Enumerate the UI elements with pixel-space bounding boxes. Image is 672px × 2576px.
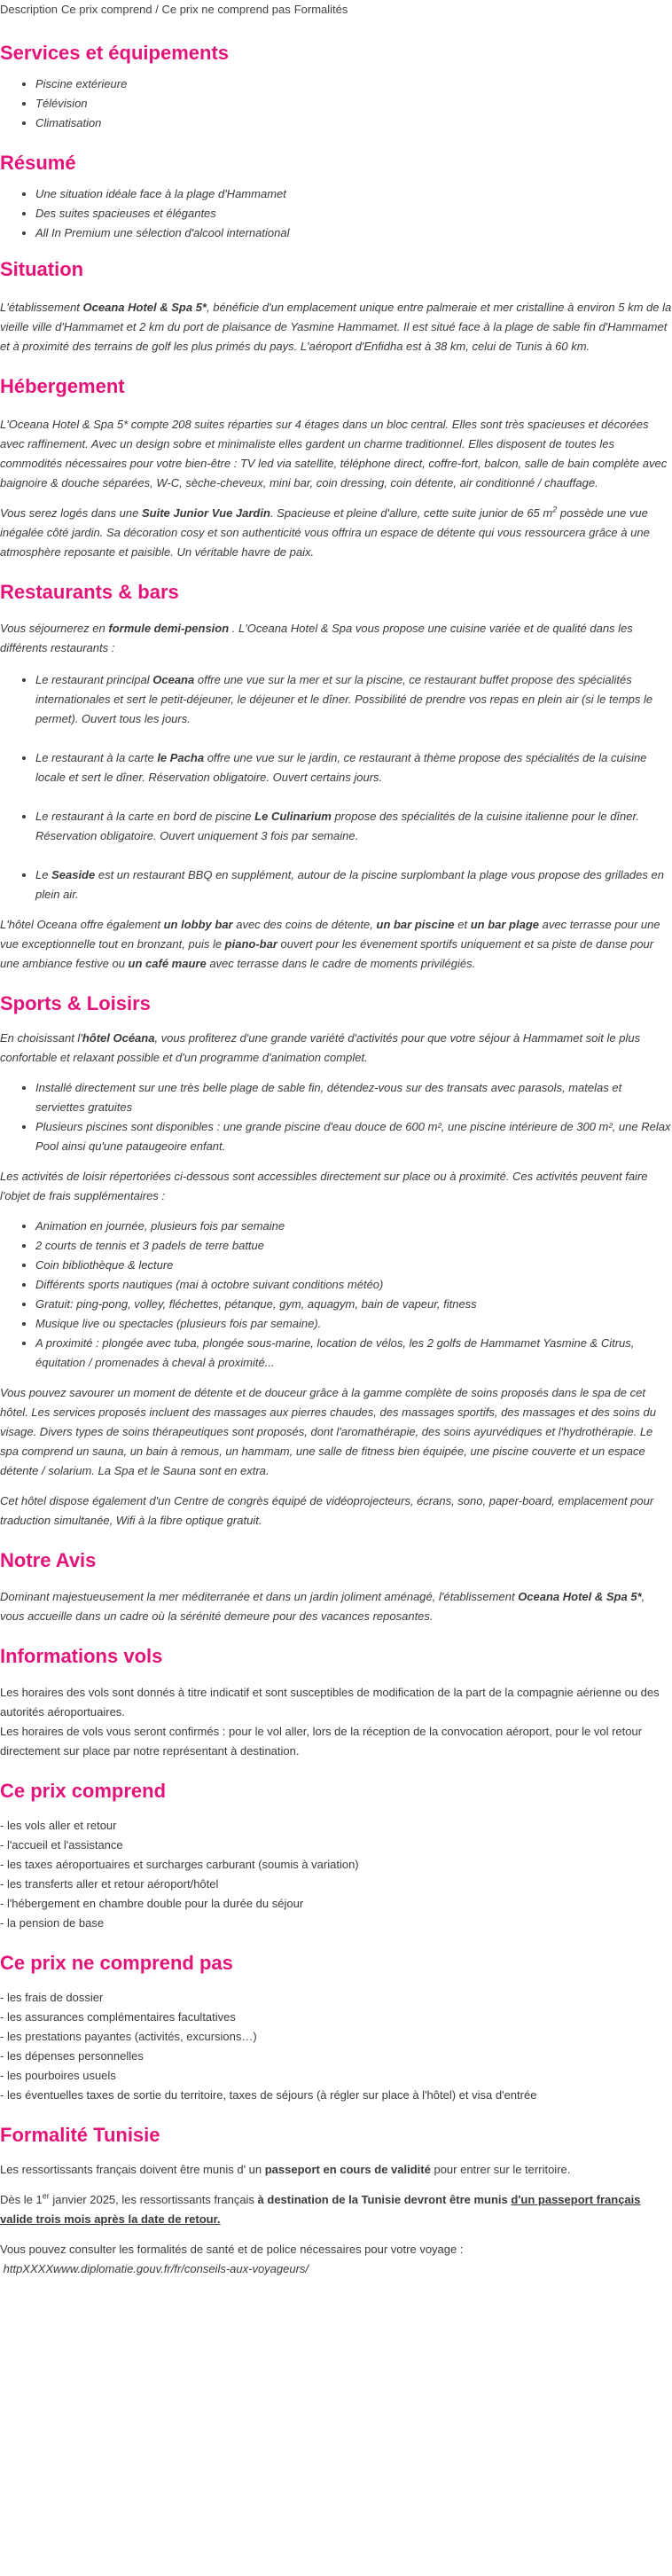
- list-item: - les taxes aéroportuaires et surcharges carburant (soumis à variation): [0, 1858, 359, 1871]
- services-heading: Services et équipements: [0, 42, 230, 64]
- vols-text: Les horaires des vols sont donnés à titre indicatif et sont susceptibles de modification de la part de la compagnie aérienne ou des autorités aéroportuaires. Les horaires de vols vous seront confirmés : pour le vol aller, lors de la réception de la convocation aéroport, pour le vol retour directement sur place par notre représentant à destination.: [0, 1686, 660, 1758]
- suite-text: Vous serez logés dans une Suite Junior Vue Jardin. Spacieuse et pleine d'allure, cette suite junior de 65 $m^2$ possède une vue inégalée côté jardin. Sa décoration cosy et son authenticité vous offrira un espace de détente qui vous ressourcera grâce à une atmosphère reposante et paisible. Un véritable havre de paix.: [0, 505, 650, 559]
- restaurants-outro: L'hôtel Oceana offre également un lobby bar avec des coins de détente, un bar piscine et un bar plage avec terrasse pour une vue exceptionnelle tout en bronzant, puis le piano-bar ouvert pour les évenement sportifs uniquement et sa piste de danse pour une ambiance festive ou un café maure avec terrasse dans le cadre de moments privilégiés.: [0, 918, 660, 970]
- restaurants-heading: Restaurants & bars: [0, 581, 179, 603]
- vols-heading: Informations vols: [0, 1645, 163, 1667]
- sports-activities-intro: Les activités de loisir répertoriées ci-dessous sont accessibles directement sur place ou à proximité. Ces activités peuvent faire l'objet de frais supplémentaires :: [0, 1170, 648, 1202]
- list-item: • Le restaurant principal Oceana offre une vue sur la mer et sur la piscine, ce restaurant buffet propose des spécialités internationales et sert le petit-déjeuner, le déjeuner et le dîner. Possibilité de prendre vos repas en plein air (si le temps le permet). Ouvert tous les jours.: [35, 670, 672, 729]
- congres-text: Cet hôtel dispose également d'un Centre de congrès équipé de vidéoprojecteurs, écrans, sono, paper-board, emplacement pour traduction simultanée, Wifi à la fibre optique gratuit.: [0, 1494, 654, 1527]
- comprend-list: [0, 1816, 672, 1933]
- situation-heading: Situation: [0, 258, 84, 280]
- list-item: - l'hébergement en chambre double pour la durée du séjour: [0, 1897, 304, 1910]
- list-item: - les frais de dossier: [0, 1991, 104, 2004]
- list-item: • All In Premium une sélection d'alcool international: [35, 223, 672, 243]
- list-item: • Musique live ou spectacles (plusieurs fois par semaine).: [35, 1314, 672, 1334]
- restaurants-intro: Vous séjournerez en formule demi-pension . L'Oceana Hotel & Spa vous propose une cuisine variée et de qualité dans les différents restaurants :: [0, 622, 633, 654]
- resume-heading: Résumé: [0, 152, 76, 174]
- tab-formalites[interactable]: Formalités: [293, 3, 348, 16]
- list-item: • Télévision: [35, 94, 672, 114]
- restaurants-list: [0, 670, 672, 904]
- formalite-2025: Dès le 1er janvier 2025, les ressortissants français à destination de la Tunisie devront être munis d'un passeport français valide trois mois après la date de retour.: [0, 2191, 641, 2226]
- resume-list: [0, 184, 672, 243]
- spa-text: Vous pouvez savourer un moment de détente et de douceur grâce à la gamme complète de soins proposés dans le spa de cet hôtel. Les services proposés incluent des massages aux pierres chaudes, des massages sportifs, des massages et des soins du visage. Divers types de soins thérapeutiques sont proposés, dont l'aromathérapie, des soins ayurvédiques et l'hydrothérapie. Le spa comprend un sauna, un bain à remous, un hammam, une salle de fitness bien équipée, une piscine couverte et un espace détente / solarium. La Spa et le Sauna sont en extra.: [0, 1386, 656, 1477]
- list-item: • Le restaurant à la carte en bord de piscine Le Culinarium propose des spécialités de la cuisine italienne pour le dîner. Réservation obligatoire. Ouvert uniquement 3 fois par semaine.: [35, 807, 672, 846]
- list-item: • Plusieurs piscines sont disponibles : une grande piscine d'eau douce de 600 m², une piscine intérieure de 300 m², une Relax Pool ainsi qu'une pataugeoire enfant.: [35, 1117, 672, 1156]
- list-item: - les transferts aller et retour aéroport/hôtel: [0, 1877, 219, 1891]
- list-item: • Piscine extérieure: [35, 74, 672, 94]
- comprend-heading: Ce prix comprend: [0, 1780, 167, 1802]
- list-item: • Le restaurant à la carte le Pacha offre une vue sur le jardin, ce restaurant à thème propose des spécialités de la cuisine locale et sert le dîner. Réservation obligatoire. Ouvert certains jours.: [35, 748, 672, 787]
- formalite-passeport: Les ressortissants français doivent être munis d' un passeport en cours de validité pour entrer sur le territoire.: [0, 2163, 571, 2176]
- list-item: • Climatisation: [35, 114, 672, 133]
- list-item: • Gratuit: ping-pong, volley, fléchettes, pétanque, gym, aquagym, bain de vapeur, fitness: [35, 1295, 672, 1314]
- sports-list-2: [0, 1217, 672, 1373]
- tab-description[interactable]: Description: [0, 3, 59, 16]
- section-tabs: [0, 0, 672, 21]
- hebergement-text: L'Oceana Hotel & Spa 5* compte 208 suites réparties sur 4 étages dans un bloc central. Elles sont très spacieuses et décorées avec raffinement. Avec un design sobre et minimaliste elles gardent un charme traditionnel. Elles disposent de toutes les commodités nécessaires pour votre bien-être : TV led via satellite, téléphone direct, coffre-fort, balcon, salle de bain complète avec baignoire & douche séparées, W-C, sèche-cheveux, mini bar, coin dressing, coin détente, air conditionné / chauffage.: [0, 418, 668, 489]
- list-item: - les dépenses personnelles: [0, 2049, 144, 2063]
- list-item: • Coin bibliothèque & lecture: [35, 1256, 672, 1275]
- list-item: - la pension de base: [0, 1916, 105, 1930]
- list-item: - les pourboires usuels: [0, 2069, 116, 2082]
- suite-name: Suite Junior Vue Jardin: [141, 506, 270, 520]
- hotel-name: Oceana Hotel & Spa 5*: [82, 301, 207, 314]
- avis-heading: Notre Avis: [0, 1549, 97, 1571]
- list-item: - les prestations payantes (activités, excursions…): [0, 2030, 257, 2043]
- sports-list-1: [0, 1078, 672, 1156]
- sports-heading: Sports & Loisirs: [0, 992, 151, 1014]
- list-item: • A proximité : plongée avec tuba, plongée sous-marine, location de vélos, les 2 golfs de Hammamet Yasmine & Citrus, équitation / promenades à cheval à proximité...: [35, 1334, 672, 1373]
- list-item: • Des suites spacieuses et élégantes: [35, 204, 672, 223]
- avis-text: Dominant majestueusement la mer méditerranée et dans un jardin joliment aménagé, l'établissement Oceana Hotel & Spa 5*, vous accueille dans un cadre où la sérénité demeure pour des vacances reposantes.: [0, 1590, 645, 1623]
- ne-comprend-list: [0, 1988, 672, 2105]
- list-item: • Différents sports nautiques (mai à octobre suivant conditions météo): [35, 1275, 672, 1295]
- diplomatie-link[interactable]: httpXXXXwww.diplomatie.gouv.fr/fr/conseils-aux-voyageurs/: [3, 2262, 309, 2275]
- list-item: • Le Seaside est un restaurant BBQ en supplément, autour de la piscine surplombant la plage vous propose des grillades en plein air.: [35, 865, 672, 904]
- list-item: - les vols aller et retour: [0, 1819, 117, 1832]
- hebergement-heading: Hébergement: [0, 375, 125, 397]
- list-item: - l'accueil et l'assistance: [0, 1838, 123, 1852]
- sports-intro: En choisissant l'hôtel Océana, vous profiterez d'une grande variété d'activités pour que votre séjour à Hammamet soit le plus confortable et relaxant possible et d'un programme d'animation complet.: [0, 1031, 641, 1064]
- situation-text: L'établissement Oceana Hotel & Spa 5*, bénéficie d'un emplacement unique entre palmeraie et mer cristalline à environ 5 km de la vieille ville d'Hammamet et 2 km du port de plaisance de Yasmine Hammamet. Il est situé face à la plage de sable fin d'Hammamet et à proximité des terrains de golf les plus primés du pays. L'aéroport d'Enfidha est à 38 km, celui de Tunis à 60 km.: [0, 301, 672, 353]
- list-item: • 2 courts de tennis et 3 padels de terre battue: [35, 1236, 672, 1256]
- tab-prix[interactable]: Ce prix comprend / Ce prix ne comprend pas: [61, 3, 291, 16]
- services-list: [0, 74, 672, 133]
- list-item: - les éventuelles taxes de sortie du territoire, taxes de séjours (à régler sur place à l'hôtel) et visa d'entrée: [0, 2088, 537, 2102]
- list-item: • Une situation idéale face à la plage d'Hammamet: [35, 184, 672, 204]
- list-item: • Animation en journée, plusieurs fois par semaine: [35, 1217, 672, 1236]
- ne-comprend-heading: Ce prix ne comprend pas: [0, 1952, 233, 1974]
- list-item: - les assurances complémentaires facultatives: [0, 2010, 236, 2024]
- list-item: • Installé directement sur une très belle plage de sable fin, détendez-vous sur des transats avec parasols, matelas et serviettes gratuites: [35, 1078, 672, 1117]
- formalite-consulter: Vous pouvez consulter les formalités de santé et de police nécessaires pour votre voyage : httpXXXXwww.diplomatie.gouv.fr/fr/conseils-aux-voyageurs/: [0, 2243, 464, 2275]
- formalite-heading: Formalité Tunisie: [0, 2124, 160, 2146]
